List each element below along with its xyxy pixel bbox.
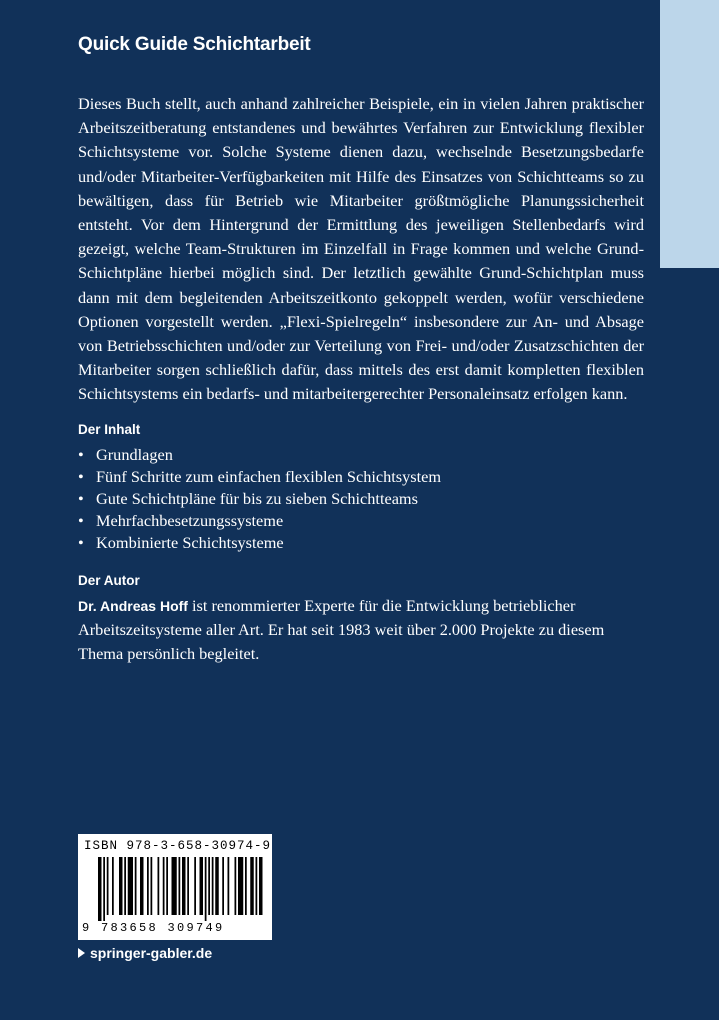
barcode-icon: [96, 857, 264, 921]
barcode-bar: [182, 857, 186, 915]
barcode-bar: [98, 857, 102, 921]
list-item-label: Mehrfachbesetzungssysteme: [96, 511, 284, 531]
author-name: Dr. Andreas Hoff: [78, 597, 188, 614]
barcode-bar: [124, 857, 126, 915]
list-item: [78, 510, 644, 532]
bullet-icon: •: [78, 444, 84, 464]
barcode-bar: [163, 857, 165, 915]
barcode-bar: [135, 857, 137, 915]
barcode-bar: [259, 857, 263, 915]
publisher-link[interactable]: [78, 945, 212, 961]
isbn-barcode: [78, 834, 272, 940]
barcode-bar: [140, 857, 144, 915]
barcode-bar: [112, 857, 114, 915]
barcode-bar: [194, 857, 196, 915]
list-item-label: Gute Schichtpläne für bis zu sieben Schichtteams: [96, 489, 418, 509]
bullet-icon: •: [78, 489, 84, 509]
barcode-bar: [103, 857, 105, 921]
barcode-bar: [245, 857, 247, 915]
book-title: Quick Guide Schichtarbeit: [78, 34, 311, 55]
accent-bar: [660, 0, 719, 268]
back-cover-content: [78, 34, 644, 666]
bullet-icon: •: [78, 511, 84, 531]
barcode-bar: [147, 857, 149, 915]
isbn-label: ISBN 978-3-658-30974-9: [84, 839, 272, 853]
barcode-bar: [228, 857, 230, 915]
barcode-bar: [151, 857, 153, 915]
publisher-link-label: springer-gabler.de: [90, 945, 213, 961]
contents-list: [78, 444, 644, 555]
list-item: [78, 488, 644, 510]
list-item-label: Kombinierte Schichtsysteme: [96, 533, 284, 553]
barcode-bar: [128, 857, 133, 915]
barcode-bar: [172, 857, 177, 915]
barcode-bar: [158, 857, 160, 915]
bullet-icon: •: [78, 533, 84, 553]
author-bio-text: ist renommierter Experte für die Entwicklung betrieblicher Arbeitszeitsysteme aller Art. Er hat seit 1983 weit über 2.000 Projekte zu diesem Thema persönlich begleitet.: [78, 595, 605, 664]
barcode-bar: [212, 857, 214, 915]
bullet-icon: •: [78, 466, 84, 486]
list-item-label: Grundlagen: [96, 444, 173, 464]
contents-heading: Der Inhalt: [78, 421, 141, 437]
barcode-bar: [166, 857, 168, 915]
barcode-bar: [179, 857, 181, 915]
barcode-number: 9 783658 309749: [82, 921, 225, 935]
author-heading: Der Autor: [78, 572, 140, 588]
list-item: [78, 532, 644, 554]
barcode-bar: [187, 857, 189, 915]
barcode-bar: [250, 857, 254, 915]
barcode-bar: [222, 857, 224, 915]
barcode-bar: [215, 857, 219, 915]
barcode-bar: [119, 857, 123, 915]
barcode-bar: [235, 857, 237, 915]
book-description: Dieses Buch stellt, auch anhand zahlreicher Beispiele, ein in vielen Jahren praktischer Arbeitszeitberatung entstandenes und bewährtes Verfahren zur Entwicklung flexibler Schichtsysteme vor. Solche Systeme dienen dazu, wechselnde Besetzungsbedarfe und/oder Mitarbeiter-Verfügbarkeiten mit Hilfe des Einsatzes von Schichtteams so zu bewältigen, dass für Betrieb wie Mitarbeiter größtmögliche Planungssicherheit entsteht. Vor dem Hintergrund der Ermittlung des jeweiligen Stellenbedarfs wird gezeigt, welche Team-Strukturen im Einzelfall in Frage kommen und welche Grund-Schichtpläne hierbei möglich sind. Der letztlich gewählte Grund-Schichtplan muss dann mit dem begleitenden Arbeitszeitkonto gekoppelt werden, wofür verschiedene Optionen vorgestellt werden. „Flexi-Spielregeln“ insbesondere zur An- und Absage von Betriebsschichten und/oder zur Verteilung von Frei- und/oder Zusatzschichten der Mitarbeiter sorgen schließlich dafür, dass mittels des erst damit kompletten flexiblen Schichtsystems ein bedarfs- und mitarbeitergerechter Personaleinsatz erfolgen kann.: [78, 94, 644, 404]
barcode-bar: [208, 857, 210, 915]
barcode-bar: [200, 857, 204, 915]
barcode-bar: [256, 857, 258, 915]
list-item: [78, 444, 644, 466]
author-bio: [78, 594, 644, 667]
barcode-bar: [107, 857, 109, 915]
barcode-bar: [238, 857, 243, 915]
barcode-bar: [205, 857, 207, 921]
list-item: [78, 466, 644, 488]
list-item-label: Fünf Schritte zum einfachen flexiblen Schichtsystem: [96, 466, 441, 486]
arrow-right-icon: [78, 948, 85, 958]
